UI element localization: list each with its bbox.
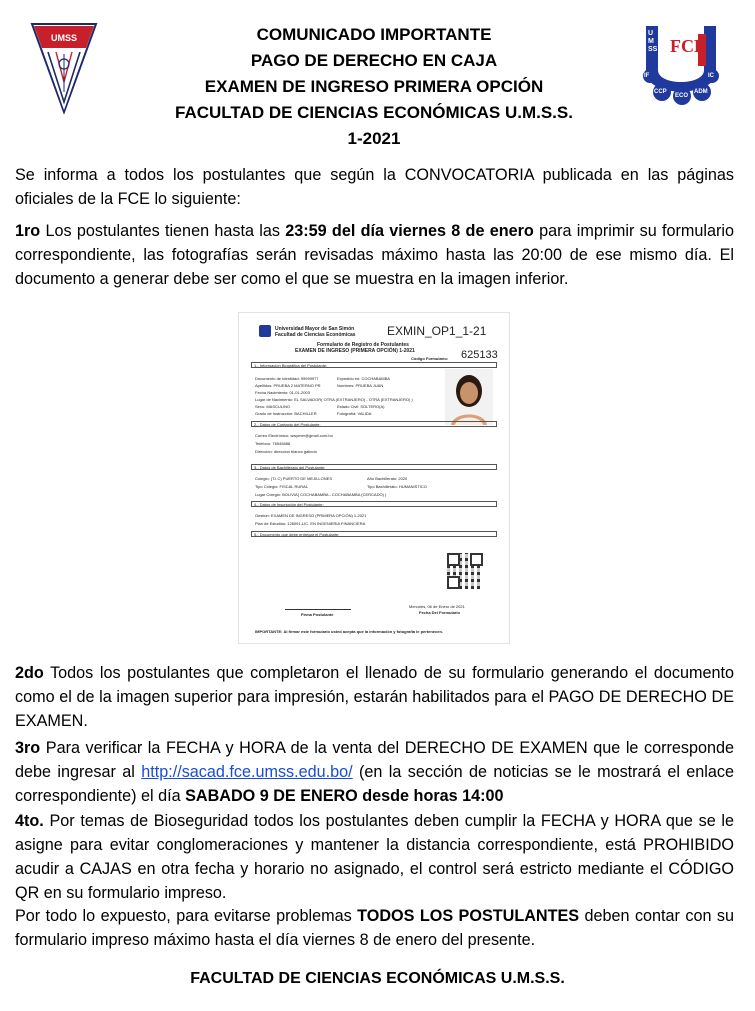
form-field: Lugar Colegio: BOLIVIA( COCHABAMBA - COCHABAMBA (CERCADO) ) <box>255 492 387 497</box>
fce-label: IF <box>644 73 650 79</box>
form-field: Tipo Colegio: FISCAL RURAL <box>255 484 309 489</box>
paragraph-4 <box>15 809 734 905</box>
fce-logo <box>638 22 724 108</box>
paragraph-5 <box>15 904 734 952</box>
form-code-label: Código Formulario: <box>411 356 449 361</box>
svg-text:UMSS: UMSS <box>50 33 78 43</box>
fce-label: ECO <box>675 93 689 99</box>
form-section-header: 2.- Datos de Contacto del Postulante: <box>251 421 497 427</box>
announcement-header <box>130 22 618 152</box>
fce-label: ADM <box>694 89 708 95</box>
form-number: 625133 <box>461 349 498 361</box>
contact-fields <box>255 432 333 456</box>
signature-line <box>285 609 351 610</box>
fce-label: IC <box>708 73 714 79</box>
paragraph-number: 3ro <box>15 739 41 757</box>
form-field: Sexo: MASCULINO <box>255 404 291 409</box>
fce-side-text: UMSS <box>648 30 658 53</box>
form-field: Expedido en: COCHABAMBA <box>337 376 390 381</box>
paragraph-text: deben contar con su formulario impreso máximo hasta el día viernes 8 de enero del presente. <box>15 907 734 949</box>
paragraph-text: Por temas de Bioseguridad todos los postulantes deben cumplir la FECHA y HORA que se le asigne para evitar conglomeraciones y mantener la distancia correspondiente, está PROHIBIDO acudir a CAJAS en otra fecha y horario no asignado, el control será estricto mediante el CÓDIGO QR en su formulario impreso. <box>15 812 734 902</box>
header-line: PAGO DE DERECHO EN CAJA <box>250 51 498 70</box>
header-line: 1-2021 <box>347 129 401 148</box>
form-field: Plan de Estudios: 126091-LIC. EN INGENIERIA FINANCIERA <box>255 521 366 526</box>
form-field: Gestión: EXAMEN DE INGRESO (PRIMERA OPCIÓN) 1-2021 <box>255 513 367 518</box>
paragraph-number: 1ro <box>15 222 41 240</box>
form-section-header: 1.- Información Biográfica del Postulante: <box>251 362 497 368</box>
date-highlight: SABADO 9 DE ENERO desde horas 14:00 <box>185 787 504 805</box>
form-field: Nombres: PRUEBA JUAN <box>337 383 384 388</box>
form-field: Teléfono: 76545888 <box>255 441 291 446</box>
insc-fields <box>255 512 366 528</box>
form-field: Dirección: direccion blanco galindo <box>255 449 317 454</box>
sacad-link[interactable]: http://sacad.fce.umss.edu.bo/ <box>141 763 353 781</box>
signature-label: Firma Postulante <box>301 612 334 617</box>
sample-form-image <box>238 312 510 644</box>
paragraph-number: 4to. <box>15 812 44 830</box>
paragraph-text: Para verificar la FECHA y HORA de la venta del DERECHO DE EXAMEN que le corresponde debe ingresar al <box>15 739 734 781</box>
form-field: Estado Civil: SOLTERO(A) <box>337 404 385 409</box>
form-field: Tipo Bachillerato: HUMANISTICO <box>367 484 427 489</box>
form-section-header: 3.- Datos de Bachillerato del Postulante: <box>251 464 497 470</box>
form-field: Documento de Identidad: 99999977 <box>255 376 319 381</box>
form-field: Correo Electrónico: wwymer@gmail.com.bo <box>255 433 333 438</box>
form-field: Apellidos: PRUEBA 2 MATERNO PR <box>255 383 321 388</box>
form-field: Fecha Nacimiento: 01-01-2003 <box>255 390 310 395</box>
form-field: Año Bachillerato: 2020 <box>367 476 408 481</box>
form-date-label: Fecha Del Formulario <box>419 610 460 615</box>
form-field: Grado de Instrucción: BACHILLER <box>255 411 317 416</box>
paragraph-2 <box>15 661 734 733</box>
paragraph-number: 2do <box>15 664 44 682</box>
fce-letters: FCE <box>670 36 706 56</box>
form-title: Formulario de Registro de Postulantes <box>317 342 409 348</box>
paragraph-text: Todos los postulantes que completaron el llenado de su formulario generando el documento como el de la imagen superior para impresión, estarán habilitados para el PAGO DE DERECHO DE EXAMEN. <box>15 664 734 730</box>
form-university: Universidad Mayor de San Simón <box>275 326 355 332</box>
intro-paragraph: Se informa a todos los postulantes que según la CONVOCATORIA publicada en las páginas oficiales de la FCE lo siguiente: <box>15 166 734 208</box>
form-date: Mercoles, 06 de Enero de 2021 <box>409 604 465 609</box>
header-line: FACULTAD DE CIENCIAS ECONÓMICAS U.M.S.S. <box>175 103 573 122</box>
umss-shield-logo <box>30 22 98 114</box>
form-subtitle: EXAMEN DE INGRESO (PRIMERA OPCIÓN) 1-2021 <box>295 348 415 354</box>
all-applicants-highlight: TODOS LOS POSTULANTES <box>357 907 580 925</box>
form-code: EXMIN_OP1_1-21 <box>387 324 487 338</box>
qr-code <box>447 553 483 589</box>
paragraph-3 <box>15 736 734 808</box>
header-line: EXAMEN DE INGRESO PRIMERA OPCIÓN <box>204 77 544 96</box>
form-field: Lugar de Nacimiento: EL SALVADOR( OTRA (EXTRANJERO) - OTRA (EXTRANJERO) ) <box>255 397 413 402</box>
bio-right <box>337 375 390 417</box>
fce-label: CCP <box>654 89 667 95</box>
paragraph-text: para imprimir su formulario correspondiente, las fotografías serán revisadas máximo hasta las 20:00 de ese mismo día. El documento a generar debe ser como el que se muestra en la imagen inferior. <box>15 222 734 288</box>
form-faculty: Facultad de Ciencias Económicas <box>275 332 356 338</box>
form-field: Fotografía: VALIDA <box>337 411 372 416</box>
form-section-header: 5.- Documento que debe entregar el Postulante: <box>251 531 497 537</box>
form-important-note: IMPORTANTE: Al firmar este formulario usted acepta que la información y fotografía le pertenecen. <box>255 629 444 634</box>
paragraph-text: Por todo lo expuesto, para evitarse problemas <box>15 907 358 925</box>
form-field: Colegio: (T.I.C) PUERTO DE MEJILLONES <box>255 476 332 481</box>
form-logo-icon <box>259 325 271 337</box>
bach-right <box>367 475 427 491</box>
footer-signature: FACULTAD DE CIENCIAS ECONÓMICAS U.M.S.S. <box>190 970 565 987</box>
paragraph-text: (en la sección de noticias se le mostrará el enlace correspondiente) el día <box>15 763 734 805</box>
paragraph-text: Los postulantes tienen hasta las <box>40 222 286 240</box>
applicant-photo <box>445 369 493 425</box>
form-section-header: 4.- Datos de Inscripción del Postulante: <box>251 501 497 507</box>
deadline-text: 23:59 del día viernes 8 de enero <box>285 222 534 240</box>
header-line: COMUNICADO IMPORTANTE <box>256 25 492 44</box>
paragraph-1 <box>15 219 734 291</box>
